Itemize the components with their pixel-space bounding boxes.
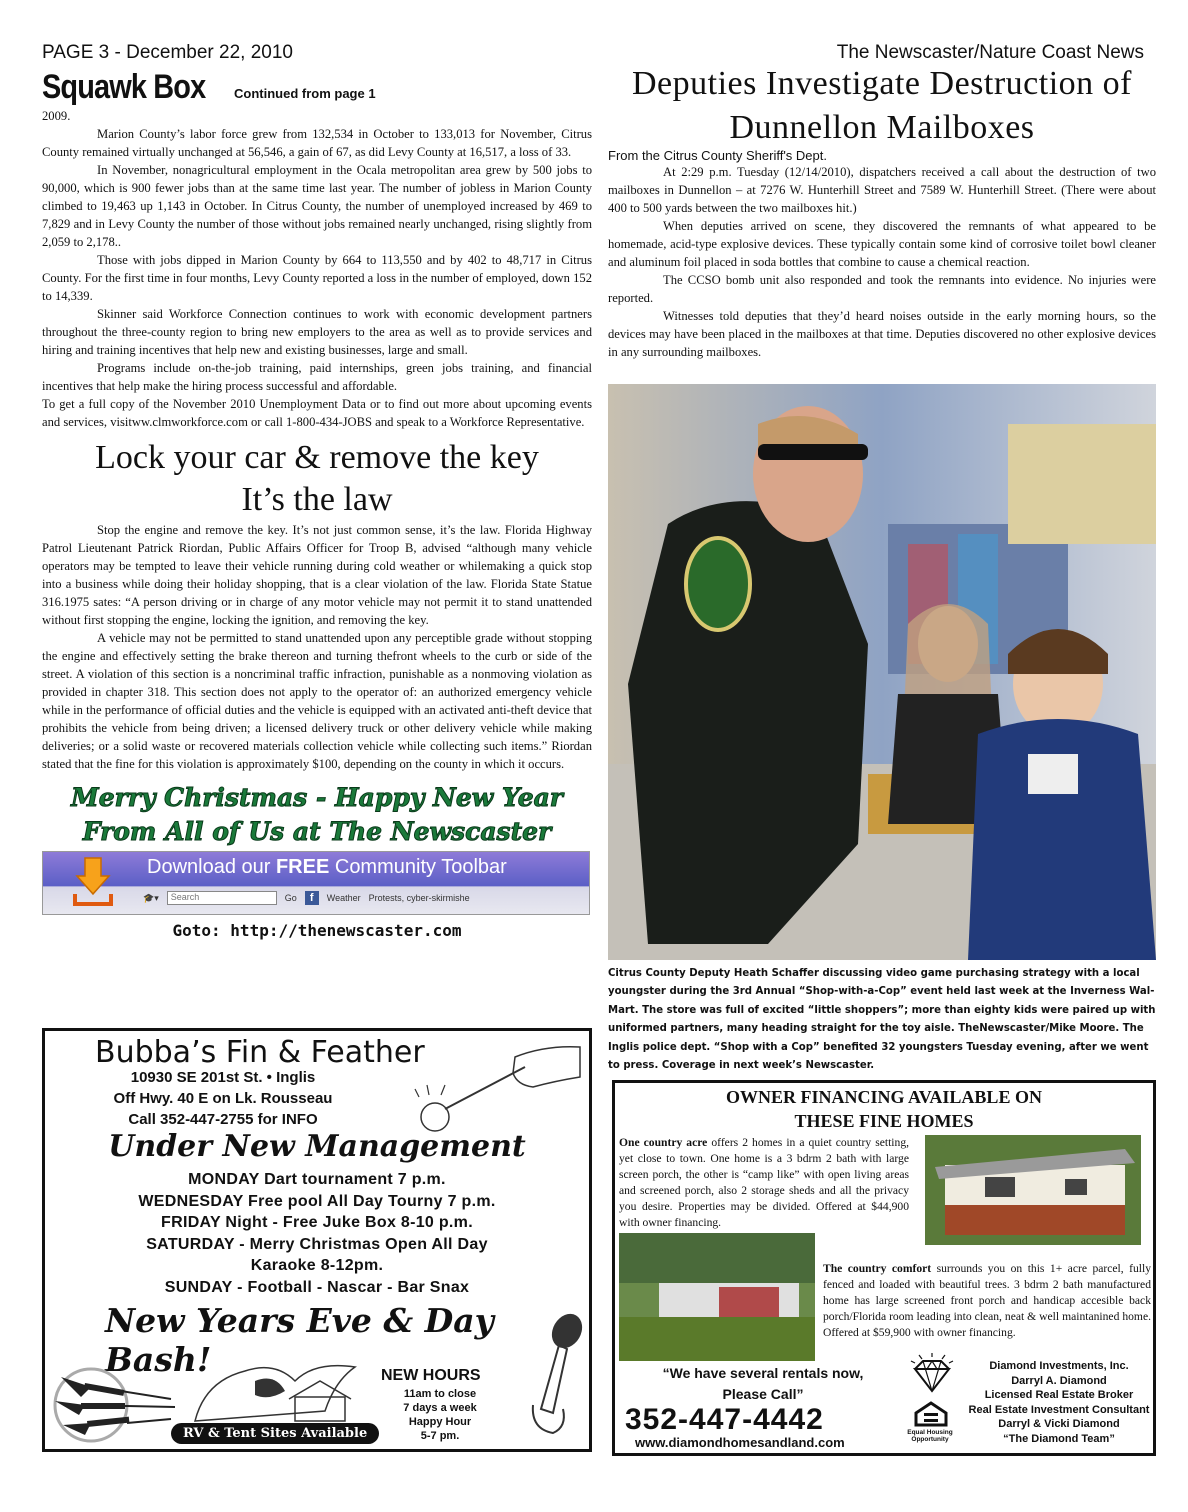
deputies-source: From the Citrus County Sheriff's Dept. (608, 148, 827, 163)
darts-icon (51, 1357, 181, 1447)
paragraph: Stop the engine and remove the key. It’s not just common sense, it’s the law. Florida Highway Patrol Lieutenant Patrick Riordan, Public Affairs Officer for Troop B, advised “although many vehicle operators may be tempted to leave their vehicle running during cold weather or whilemaking a quick stop into a business while doing their holiday shopping, that is a clear violation of the law. Florida State Statue 316.1975 sates: “A person driving or in charge of any motor vehicle may not permit it to stand unattended without first stopping the engine, locking the ignition, and removing the key. (42, 523, 592, 627)
weather-link[interactable]: Weather (326, 893, 361, 903)
toolbar-suffix: Community Toolbar (329, 856, 507, 878)
bubba-management: Under New Management (108, 1129, 526, 1164)
deputies-headline-line1: Deputies Investigate Destruction of (632, 65, 1132, 102)
greeting-line1: Merry Christmas - Happy New Year (71, 783, 563, 812)
toolbar-row (143, 888, 581, 908)
owner-phone[interactable]: 352-447-4442 (625, 1403, 824, 1436)
lock-headline (42, 437, 592, 521)
rentals-line2: Please Call” (722, 1386, 804, 1402)
hours-line: 5-7 pm. (420, 1430, 460, 1442)
listing-one (619, 1135, 909, 1231)
hours-title: NEW HOURS (381, 1367, 481, 1384)
listing-two (823, 1261, 1151, 1341)
publication-name: The Newscaster/Nature Coast News (836, 42, 1144, 63)
schedule-item: FRIDAY Night - Free Juke Box 8-10 p.m. (161, 1214, 473, 1231)
company-line: Real Estate Investment Consultant (968, 1403, 1150, 1416)
schedule-item: SUNDAY - Football - Nascar - Bar Snax (164, 1278, 470, 1296)
company-line: Darryl & Vicki Diamond (998, 1418, 1120, 1431)
company-line: Licensed Real Estate Broker (984, 1389, 1134, 1402)
owner-website[interactable]: www.diamondhomesandland.com (635, 1435, 845, 1450)
rentals-line1: “We have several rentals now, (662, 1365, 864, 1381)
squawk-header (42, 68, 592, 107)
squawk-title: Squawk Box (42, 68, 206, 106)
rentals-note (643, 1363, 883, 1405)
toolbar-headline (147, 856, 507, 879)
bubba-ad (42, 1028, 592, 1452)
microphone-icon (523, 1309, 587, 1439)
goto-url[interactable]: Goto: http://thenewscaster.com (172, 921, 462, 940)
toolbar-prefix: Download our (147, 856, 276, 878)
owner-heading (615, 1085, 1153, 1133)
toolbar-free: FREE (275, 856, 330, 878)
listing-one-lead: One country acre (619, 1136, 708, 1149)
schedule-item: WEDNESDAY Free pool All Day Tourny 7 p.m. (138, 1192, 496, 1210)
paragraph: Programs include on-the-job training, paid internships, green jobs training, and financial incentives that help make the hiring process successful and affordable. (42, 361, 592, 393)
facebook-icon[interactable]: f (305, 891, 319, 905)
owner-heading-line2: THESE FINE HOMES (794, 1111, 974, 1131)
paragraph: A vehicle may not be permitted to stand unattended upon any perceptible grade without stopping the engine and effectively setting the brake thereon and turning thefront wheels to the curb or side of the street. A violation of this section is a noncriminal traffic infraction, punishable as a nonmoving violation as provided in chapter 318. This section does not apply to the operator of: an authorized emergency vehicle while in the performance of official duties and the vehicle is equipped with an activated anti-theft device that prohibits the vehicle from being driven; a licensed delivery truck or other delivery vehicle while making deliveries; or a solid waste or recovered materials collection vehicle while collecting such items.” Riordan stated that the fine for this violation is approximately $100, depending on the county in which it occurs. (42, 631, 592, 771)
toolbar-search-input[interactable]: Search (167, 891, 277, 905)
company-line: Diamond Investments, Inc. (989, 1360, 1129, 1372)
deputies-article (608, 163, 1156, 361)
toolbar-logo-icon: 🎓▾ (143, 892, 159, 903)
page-date: PAGE 3 - December 22, 2010 (42, 42, 293, 63)
deputies-headline (608, 62, 1156, 150)
hours-block (385, 1387, 495, 1443)
company-line: “The Diamond Team” (1003, 1432, 1115, 1445)
right-column (608, 62, 1156, 361)
paragraph: At 2:29 p.m. Tuesday (12/14/2010), dispatchers received a call about the destruction of two mailboxes in Dunnellon – at 7276 W. Hunterhill Street and 7589 W. Hunterhill Street. (There were about 400 to 500 yards between the two mailboxes hit.) (608, 165, 1156, 215)
paragraph: The CCSO bomb unit also responded and took the remnants into evidence. No injuries were reported. (608, 273, 1156, 305)
bubba-directions: Off Hwy. 40 E on Lk. Rousseau (113, 1090, 333, 1107)
news-ticker[interactable]: Protests, cyber-skirmishe (368, 893, 470, 903)
equal-housing-label: Equal Housing Opportunity (907, 1429, 953, 1443)
paragraph: In November, nonagricultural employment in the Ocala metropolitan area grew by 500 jobs to 90,000, which is 900 fewer jobs than at the same time last year. The number of jobless in Marion County climbed to 19,463 up 1,143 in October. In Citrus County, the number of unemployed increased by 469 to 7,829 and in Levy County the number of those without jobs remained nearly unchanged, rising slightly from 2,059 to 2,178.. (42, 163, 592, 249)
listing-two-text: surrounds you on this 1+ acre parcel, fully fenced and loaded with beautiful trees. 3 bdrm 2 bath manufactured home has large screened front porch and handicap accesible back porch/Florida room leading into clean, neat & well maintanined home. Offered at $59,900 with owner financing. (823, 1262, 1152, 1339)
continued-note: Continued from page 1 (234, 86, 376, 101)
owner-heading-line1: OWNER FINANCING AVAILABLE ON (726, 1087, 1042, 1107)
company-line: Darryl A. Diamond (1011, 1374, 1107, 1387)
download-arrow-icon (71, 856, 115, 908)
bubba-bash: New Years Eve & Day Bash! (105, 1301, 494, 1379)
house-photo-2 (619, 1233, 815, 1361)
photo-caption: Citrus County Deputy Heath Schaffer discussing video game purchasing strategy with a local youngster during the 3rd Annual “Shop-with-a-Cop” event held last week at the Inverness Wal-Mart. The store was full of excited “little shoppers”; more than eighty kids were paired up with uniformed partners, many heading straight for the toy aisle. TheNewscaster/Mike Moore. The Inglis police dept. “Shop with a Cop” benefited 32 youngsters Tuesday evening, after we went to press. Coverage in next week’s Newscaster. (608, 966, 1156, 1072)
hours-line: 7 days a week (403, 1402, 477, 1414)
diamond-logo-icon (905, 1351, 959, 1395)
deputies-headline-line2: Dunnellon Mailboxes (729, 109, 1035, 146)
paragraph: 2009. (42, 109, 71, 123)
listing-one-text: offers 2 homes in a quiet country setting, yet close to town. One home is a 3 bdrm 2 bath with large screen porch, the other is “camp like” with open living areas and screened porch, also 2 storage sheds and all the privacy you desire. Properties may be divided. Offered at $44,900 with owner financing. (619, 1136, 910, 1229)
bubba-address: 10930 SE 201st St. • Inglis (130, 1069, 316, 1086)
paragraph: Witnesses told deputies that they’d heard noises outside in the early morning hours, so the devices may have been placed in the mailboxes at that time. Deputies discovered no other explosive devices in any surrounding mailboxes. (608, 309, 1156, 359)
bubba-address-block (83, 1067, 363, 1130)
equal-housing-icon (913, 1401, 949, 1427)
toolbar-banner[interactable] (42, 851, 590, 915)
go-button[interactable]: Go (284, 893, 297, 903)
paragraph: Marion County’s labor force grew from 132,534 in October to 133,013 for November, Citrus County remained virtually unchanged at 56,546, a gain of 67, as did Levy County at 16,517, a loss of 33. (42, 127, 592, 159)
squawk-article (42, 107, 592, 431)
lock-article (42, 521, 592, 773)
listing-two-lead: The country comfort (823, 1262, 932, 1275)
schedule-item: SATURDAY - Merry Christmas Open All Day (146, 1235, 488, 1253)
pool-hand-icon (405, 1037, 585, 1137)
bubba-schedule (45, 1169, 589, 1298)
paragraph: To get a full copy of the November 2010 Unemployment Data or to find out more about upcoming events and services, visitww.clmworkforce.com or call 1-800-434-JOBS and speak to a Workforce Representative. (42, 397, 592, 429)
left-column (42, 68, 592, 940)
house-photo-1 (925, 1135, 1141, 1245)
shop-with-a-cop-photo (608, 384, 1156, 960)
bubba-phone: Call 352-447-2755 for INFO (128, 1111, 318, 1128)
bubba-title: Bubba’s Fin & Feather (95, 1035, 425, 1070)
holiday-greeting (42, 781, 592, 849)
photo-illustration (608, 384, 1156, 960)
diamond-company (961, 1359, 1157, 1447)
lock-headline-line1: Lock your car & remove the key (95, 439, 539, 476)
eagle-cabin-icon (185, 1351, 375, 1427)
paragraph: Skinner said Workforce Connection continues to work with economic development partners throughout the three-county region to bring new employers to the area as well as to provide services and hiring and training incentives that help new and existing businesses, large and small. (42, 307, 592, 357)
schedule-item: MONDAY Dart tournament 7 p.m. (188, 1171, 446, 1188)
paragraph: Those with jobs dipped in Marion County by 664 to 113,550 and by 402 to 48,717 in Citrus County. For the first time in four months, Levy County reported a loss in the number of employed, down 152 to 14,339. (42, 253, 592, 303)
paragraph: When deputies arrived on scene, they discovered the remnants of what appeared to be homemade, acid-type explosive devices. These typically contain some kind of corrosive toilet bowl cleaner and aluminum foil placed in soda bottles that combine to cause a chemical reaction. (608, 219, 1156, 269)
hours-line: 11am to close (403, 1388, 477, 1400)
rv-badge: RV & Tent Sites Available (171, 1423, 379, 1444)
lock-headline-line2: It’s the law (241, 481, 393, 518)
schedule-item: Karaoke 8-12pm. (250, 1257, 384, 1274)
greeting-line2: From All of Us at The Newscaster (82, 817, 552, 846)
owner-financing-ad (612, 1080, 1156, 1456)
hours-line: Happy Hour (408, 1416, 472, 1428)
